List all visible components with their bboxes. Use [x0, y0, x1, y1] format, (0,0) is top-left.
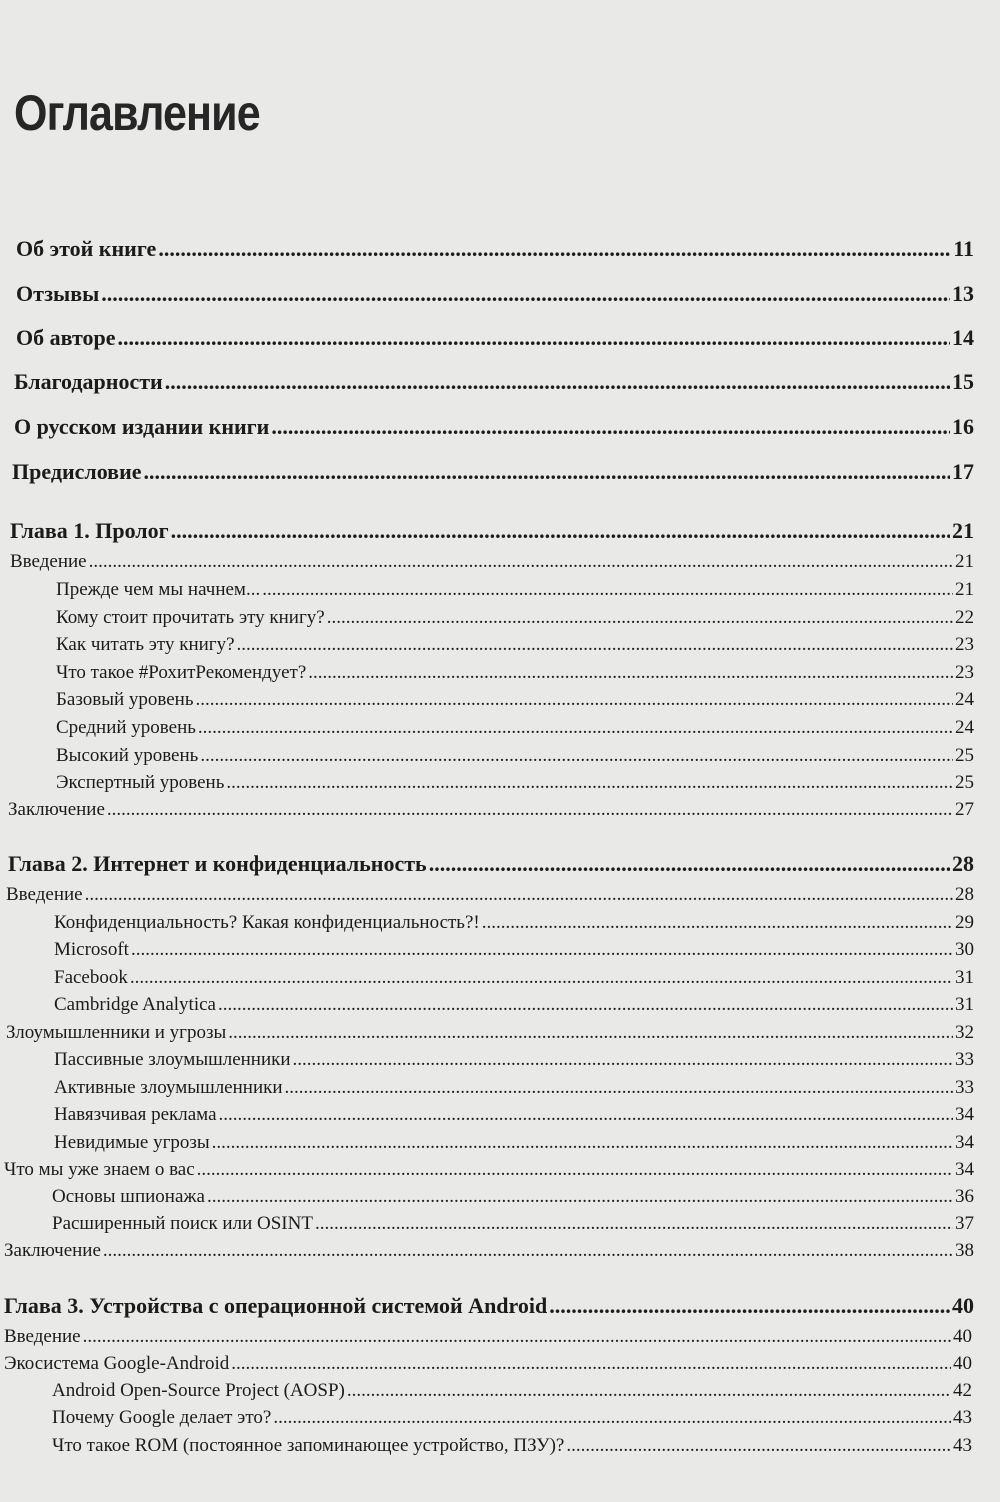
toc-entry-front[interactable]: [16, 281, 974, 307]
toc-subsection[interactable]: [54, 967, 974, 989]
dot-leader: [144, 459, 950, 485]
entry-page: 11: [953, 236, 974, 261]
entry-page: 14: [952, 325, 974, 350]
entry-title: Введение: [4, 1326, 81, 1347]
entry-page: 31: [955, 967, 974, 988]
entry-title: Базовый уровень: [56, 689, 194, 710]
entry-title: Основы шпионажа: [52, 1186, 205, 1207]
dot-leader: [271, 414, 950, 440]
entry-title: Кому стоит прочитать эту книгу?: [56, 607, 325, 628]
toc-section[interactable]: [10, 551, 974, 573]
dot-leader: [85, 884, 953, 906]
toc-subsection[interactable]: [54, 1104, 974, 1126]
dot-leader: [293, 1049, 953, 1071]
entry-page: 38: [955, 1240, 974, 1261]
entry-page: 33: [955, 1049, 974, 1070]
entry-page: 29: [955, 912, 974, 933]
dot-leader: [130, 967, 953, 989]
toc-subsection[interactable]: [52, 1213, 974, 1235]
entry-title: Злоумышленники и угрозы: [6, 1022, 227, 1043]
entry-title: Что такое ROM (постоянное запоминающее устройство, ПЗУ)?: [52, 1435, 565, 1456]
toc-section[interactable]: [6, 1022, 974, 1044]
chapter-page: 40: [952, 1293, 974, 1318]
toc-subsection[interactable]: [56, 772, 974, 794]
entry-page: 33: [955, 1077, 974, 1098]
toc-entry-front[interactable]: [14, 414, 974, 440]
entry-page: 22: [955, 607, 974, 628]
toc-chapter-heading[interactable]: [10, 518, 974, 544]
entry-page: 21: [955, 579, 974, 600]
toc-subsection[interactable]: [52, 1380, 972, 1402]
entry-title: Невидимые угрозы: [54, 1132, 210, 1153]
entry-page: 23: [955, 662, 974, 683]
chapter-title: Глава 1. Пролог: [10, 518, 169, 543]
entry-page: 24: [955, 717, 974, 738]
toc-subsection[interactable]: [54, 939, 974, 961]
toc-subsection[interactable]: [52, 1435, 972, 1457]
toc-entry-front[interactable]: [14, 369, 974, 395]
entry-title: Facebook: [54, 967, 128, 988]
toc-subsection[interactable]: [52, 1186, 974, 1208]
entry-title: Конфиденциальность? Какая конфиденциальность?!: [54, 912, 480, 933]
entry-page: 40: [953, 1353, 972, 1374]
toc-subsection[interactable]: [56, 689, 974, 711]
entry-page: 16: [952, 414, 974, 439]
entry-page: 28: [955, 884, 974, 905]
chapter-title: Глава 2. Интернет и конфиденциальность: [8, 851, 427, 876]
dot-leader: [219, 1104, 953, 1126]
entry-title: Об этой книге: [16, 236, 157, 261]
toc-chapter-heading[interactable]: [4, 1293, 974, 1319]
toc-section[interactable]: [8, 799, 974, 821]
entry-title: Об авторе: [16, 325, 116, 350]
toc-entry-front[interactable]: [16, 325, 974, 351]
toc-chapter-heading[interactable]: [8, 851, 974, 877]
dot-leader: [327, 607, 953, 629]
entry-page: 25: [955, 745, 974, 766]
dot-leader: [101, 281, 950, 307]
entry-title: Cambridge Analytica: [54, 994, 216, 1015]
dot-leader: [273, 1407, 951, 1429]
toc-subsection[interactable]: [56, 745, 974, 767]
chapter-page: 21: [952, 518, 974, 543]
entry-page: 42: [953, 1380, 972, 1401]
dot-leader: [89, 551, 953, 573]
dot-leader: [196, 689, 953, 711]
dot-leader: [226, 772, 953, 794]
entry-title: Android Open-Source Project (AOSP): [52, 1380, 345, 1401]
dot-leader: [228, 1022, 953, 1044]
toc-section[interactable]: [4, 1353, 972, 1375]
dot-leader: [171, 518, 950, 544]
entry-title: Почему Google делает это?: [52, 1407, 272, 1428]
chapter-page: 28: [952, 851, 974, 876]
entry-title: Активные злоумышленники: [54, 1077, 283, 1098]
entry-page: 43: [953, 1407, 972, 1428]
entry-page: 27: [955, 799, 974, 820]
dot-leader: [308, 662, 953, 684]
dot-leader: [429, 851, 950, 877]
dot-leader: [207, 1186, 953, 1208]
entry-title: Навязчивая реклама: [54, 1104, 217, 1125]
page-title: Оглавление: [14, 85, 260, 141]
entry-title: Предисловие: [12, 459, 142, 484]
toc-entry-front[interactable]: [12, 459, 974, 485]
toc-subsection[interactable]: [56, 579, 974, 601]
entry-title: Благодарности: [14, 369, 163, 394]
dot-leader: [103, 1240, 953, 1262]
entry-page: 34: [955, 1104, 974, 1125]
toc-subsection[interactable]: [56, 662, 974, 684]
entry-title: О русском издании книги: [14, 414, 270, 439]
toc-subsection[interactable]: [56, 634, 974, 656]
dot-leader: [131, 939, 953, 961]
entry-page: 32: [955, 1022, 974, 1043]
entry-title: Что такое #РохитРекомендует?: [56, 662, 307, 683]
entry-title: Заключение: [4, 1240, 101, 1261]
dot-leader: [237, 634, 953, 656]
dot-leader: [482, 912, 953, 934]
entry-title: Microsoft: [54, 939, 129, 960]
entry-title: Введение: [6, 884, 83, 905]
dot-leader: [200, 745, 953, 767]
entry-title: Прежде чем мы начнем...: [56, 579, 261, 600]
entry-page: 34: [955, 1159, 974, 1180]
entry-page: 24: [955, 689, 974, 710]
dot-leader: [83, 1326, 951, 1348]
entry-title: Пассивные злоумышленники: [54, 1049, 291, 1070]
dot-leader: [262, 579, 953, 601]
dot-leader: [198, 717, 953, 739]
entry-title: Высокий уровень: [56, 745, 199, 766]
entry-title: Средний уровень: [56, 717, 196, 738]
toc-subsection[interactable]: [54, 994, 974, 1016]
toc-subsection[interactable]: [52, 1407, 972, 1429]
entry-page: 21: [955, 551, 974, 572]
toc-section[interactable]: [4, 1326, 972, 1348]
entry-title: Отзывы: [16, 281, 100, 306]
entry-page: 36: [955, 1186, 974, 1207]
chapter-title: Глава 3. Устройства с операционной системой Android: [4, 1293, 548, 1318]
toc-entry-front[interactable]: [16, 236, 974, 262]
dot-leader: [212, 1132, 953, 1154]
entry-title: Как читать эту книгу?: [56, 634, 235, 655]
entry-page: 40: [953, 1326, 972, 1347]
toc-section[interactable]: [6, 884, 974, 906]
toc-subsection[interactable]: [56, 717, 974, 739]
dot-leader: [231, 1353, 951, 1375]
dot-leader: [117, 325, 950, 351]
entry-title: Заключение: [8, 799, 105, 820]
entry-page: 31: [955, 994, 974, 1015]
entry-title: Введение: [10, 551, 87, 572]
entry-page: 43: [953, 1435, 972, 1456]
toc-subsection[interactable]: [54, 1049, 974, 1071]
toc-section[interactable]: [4, 1159, 974, 1181]
dot-leader: [315, 1213, 953, 1235]
entry-title: Экспертный уровень: [56, 772, 225, 793]
dot-leader: [285, 1077, 953, 1099]
entry-page: 25: [955, 772, 974, 793]
entry-title: Экосистема Google-Android: [4, 1353, 230, 1374]
toc-subsection[interactable]: [54, 1132, 974, 1154]
dot-leader: [218, 994, 953, 1016]
entry-page: 13: [952, 281, 974, 306]
dot-leader: [107, 799, 953, 821]
toc-subsection[interactable]: [56, 607, 974, 629]
entry-title: Расширенный поиск или OSINT: [52, 1213, 313, 1234]
entry-page: 23: [955, 634, 974, 655]
dot-leader: [197, 1159, 953, 1181]
toc-subsection[interactable]: [54, 912, 974, 934]
dot-leader: [158, 236, 951, 262]
entry-page: 30: [955, 939, 974, 960]
dot-leader: [549, 1293, 950, 1319]
dot-leader: [347, 1380, 951, 1402]
entry-title: Что мы уже знаем о вас: [4, 1159, 195, 1180]
dot-leader: [165, 369, 950, 395]
toc-section[interactable]: [4, 1240, 974, 1262]
dot-leader: [566, 1435, 951, 1457]
toc-subsection[interactable]: [54, 1077, 974, 1099]
entry-page: 37: [955, 1213, 974, 1234]
entry-page: 15: [952, 369, 974, 394]
entry-page: 34: [955, 1132, 974, 1153]
entry-page: 17: [952, 459, 974, 484]
